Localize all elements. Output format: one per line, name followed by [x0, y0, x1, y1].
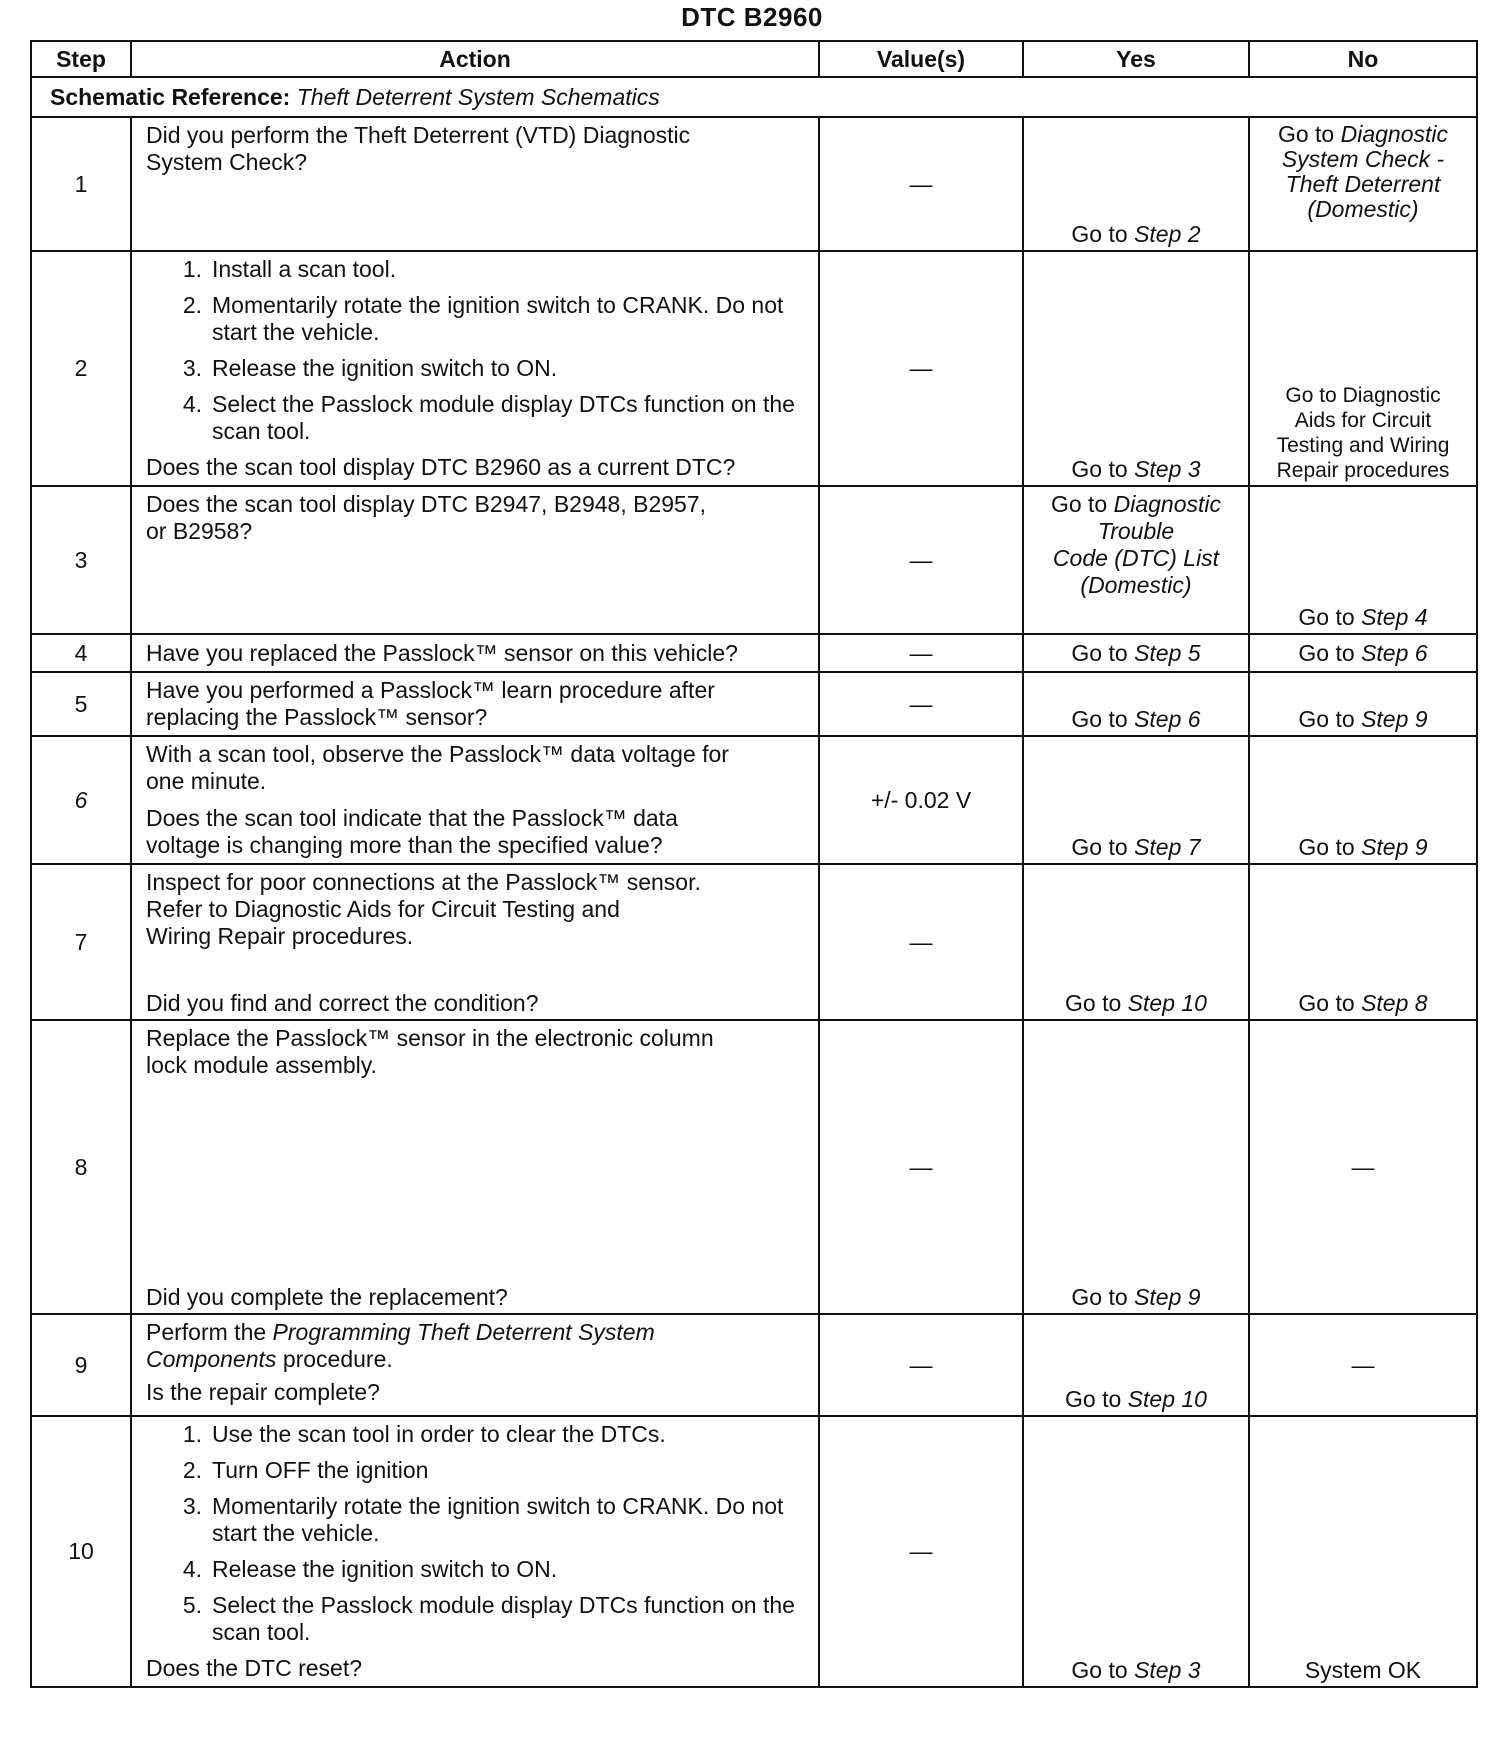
action-text: lock module assembly.	[146, 1052, 377, 1078]
yes-cell	[1023, 736, 1249, 864]
list-item: 2. Turn OFF the ignition	[182, 1457, 429, 1483]
no-cell	[1249, 736, 1477, 864]
header-step: Step	[31, 41, 131, 77]
action-text: Replace the Passlock™ sensor in the electronic column	[146, 1025, 714, 1051]
goto-label: Go to	[1071, 706, 1128, 732]
goto-link-text[interactable]: Code (DTC) List	[1052, 545, 1220, 571]
goto-step-link[interactable]: Step 5	[1134, 639, 1201, 666]
yes-cell	[1023, 1314, 1249, 1416]
no-cell	[1249, 1416, 1477, 1687]
schematic-label: Schematic Reference:	[50, 83, 291, 110]
action-text: one minute.	[146, 768, 267, 794]
goto-label: Go to	[1071, 1284, 1128, 1310]
question-text: Is the repair complete?	[146, 1379, 380, 1405]
no-cell	[1249, 634, 1477, 672]
goto-label: Go to	[1298, 706, 1355, 732]
action-cell	[131, 117, 819, 251]
no-cell: —	[1249, 1314, 1477, 1416]
goto-link-text[interactable]: Repair procedures	[1276, 459, 1450, 482]
goto-link[interactable]: Diagnostic	[1340, 121, 1449, 147]
goto-label: Go to	[1071, 834, 1128, 860]
goto-link-text[interactable]: (Domestic)	[1080, 572, 1192, 598]
table-row	[31, 251, 1477, 486]
goto-label: Go to	[1298, 639, 1355, 666]
list-item: 1. Use the scan tool in order to clear the DTCs.	[182, 1421, 666, 1447]
goto-label: Go to	[1071, 639, 1128, 666]
list-item: 2. Momentarily rotate the ignition switch to CRANK. Do not start the vehicle.	[182, 292, 784, 345]
value-cell: —	[819, 1416, 1023, 1687]
procedure-link[interactable]: Components	[146, 1346, 277, 1372]
goto-link-text[interactable]: Testing and Wiring	[1276, 434, 1450, 457]
header-no: No	[1249, 41, 1477, 77]
goto-link-text[interactable]: Theft Deterrent	[1285, 171, 1441, 197]
table-row	[31, 736, 1477, 864]
table-row	[31, 634, 1477, 672]
step-number: 4	[31, 634, 131, 672]
step-number: 10	[31, 1416, 131, 1687]
no-cell	[1249, 864, 1477, 1020]
schematic-link[interactable]: Theft Deterrent System Schematics	[296, 83, 660, 110]
step-number: 2	[31, 251, 131, 486]
goto-step-link[interactable]: Step 8	[1361, 990, 1428, 1016]
step-number: 5	[31, 672, 131, 736]
question-text: voltage is changing more than the specified value?	[146, 832, 663, 858]
goto-label: Go to	[1065, 990, 1122, 1016]
action-text: Have you performed a Passlock™ learn procedure after	[146, 677, 715, 703]
yes-cell	[1023, 486, 1249, 634]
value-cell: —	[819, 1020, 1023, 1314]
table-row	[31, 117, 1477, 251]
question-text: Does the scan tool display DTC B2960 as a current DTC?	[146, 454, 736, 480]
goto-label: Go to	[1071, 1657, 1128, 1683]
goto-label: Go to	[1071, 456, 1128, 482]
action-text: replacing the Passlock™ sensor?	[146, 704, 488, 730]
goto-label: Go to	[1277, 121, 1335, 147]
action-text: or B2958?	[146, 518, 253, 544]
action-list	[146, 1421, 806, 1646]
header-action: Action	[131, 41, 819, 77]
value-cell: —	[819, 251, 1023, 486]
list-item: 4. Select the Passlock module display DTCs function on the scan tool.	[182, 391, 795, 444]
goto-step-link[interactable]: Step 4	[1361, 604, 1428, 630]
question-text: Did you find and correct the condition?	[146, 990, 539, 1016]
action-text: Did you perform the Theft Deterrent (VTD) Diagnostic	[146, 122, 691, 148]
step-number: 3	[31, 486, 131, 634]
action-cell	[131, 672, 819, 736]
procedure-link[interactable]: Programming Theft Deterrent System	[272, 1319, 655, 1345]
table-row	[31, 1416, 1477, 1687]
goto-label: Go to	[1298, 604, 1355, 630]
value-cell: —	[819, 1314, 1023, 1416]
goto-step-link[interactable]: Step 10	[1127, 990, 1207, 1016]
list-item: 3. Release the ignition switch to ON.	[182, 355, 558, 381]
yes-cell	[1023, 634, 1249, 672]
no-cell	[1249, 251, 1477, 486]
question-text: Did you complete the replacement?	[146, 1284, 508, 1310]
goto-step-link[interactable]: Step 9	[1361, 834, 1428, 860]
goto-step-link[interactable]: Step 9	[1361, 706, 1428, 732]
goto-step-link[interactable]: Step 3	[1134, 1657, 1201, 1683]
table-row	[31, 1020, 1477, 1314]
step-number: 6	[31, 736, 131, 864]
list-item: 4. Release the ignition switch to ON.	[182, 1556, 558, 1582]
table-row	[31, 1314, 1477, 1416]
action-text: Refer to Diagnostic Aids for Circuit Testing and	[146, 896, 620, 922]
no-cell	[1249, 117, 1477, 251]
header-yes: Yes	[1023, 41, 1249, 77]
question-text: Does the scan tool indicate that the Passlock™ data	[146, 805, 678, 831]
goto-step-link[interactable]: Step 6	[1134, 706, 1201, 732]
no-result-text: System OK	[1304, 1657, 1422, 1683]
value-cell: —	[819, 117, 1023, 251]
action-cell: Have you replaced the Passlock™ sensor on this vehicle?	[131, 634, 819, 672]
goto-step-link[interactable]: Step 3	[1134, 456, 1201, 482]
step-number: 8	[31, 1020, 131, 1314]
schematic-reference	[31, 77, 1477, 117]
value-cell: —	[819, 672, 1023, 736]
table-row	[31, 486, 1477, 634]
table-row	[31, 672, 1477, 736]
header-row	[31, 41, 1477, 77]
goto-link-text[interactable]: Aids for Circuit	[1294, 409, 1432, 432]
value-cell: —	[819, 486, 1023, 634]
page-title: DTC B2960	[681, 2, 823, 32]
action-text: Inspect for poor connections at the Passlock™ sensor.	[146, 869, 701, 895]
goto-link[interactable]: Diagnostic	[1113, 491, 1222, 517]
value-cell: —	[819, 634, 1023, 672]
goto-step-link[interactable]: Step 9	[1134, 1284, 1201, 1310]
action-cell	[131, 1314, 819, 1416]
yes-cell	[1023, 672, 1249, 736]
yes-cell	[1023, 251, 1249, 486]
question-text: Does the DTC reset?	[146, 1655, 363, 1681]
action-text: System Check?	[146, 149, 308, 175]
goto-link-text[interactable]: System Check -	[1281, 146, 1445, 172]
step-number: 1	[31, 117, 131, 251]
goto-link-text[interactable]: (Domestic)	[1307, 196, 1419, 222]
goto-label: Go to	[1071, 221, 1128, 247]
step-number: 7	[31, 864, 131, 1020]
goto-step-link[interactable]: Step 7	[1134, 834, 1201, 860]
value-cell: —	[819, 864, 1023, 1020]
goto-link-text[interactable]: Trouble	[1097, 518, 1175, 544]
action-text: Does the scan tool display DTC B2947, B2948, B2957,	[146, 491, 707, 517]
goto-step-link[interactable]: Step 6	[1361, 639, 1428, 666]
table-row	[31, 864, 1477, 1020]
value-cell: +/- 0.02 V	[819, 736, 1023, 864]
action-cell	[131, 1020, 819, 1314]
list-item: 3. Momentarily rotate the ignition switch to CRANK. Do not start the vehicle.	[182, 1493, 784, 1546]
action-cell	[131, 251, 819, 486]
goto-step-link[interactable]: Step 2	[1134, 221, 1201, 247]
goto-label: Go to	[1298, 990, 1355, 1016]
header-values: Value(s)	[819, 41, 1023, 77]
schematic-row	[31, 77, 1477, 117]
goto-step-link[interactable]: Step 10	[1127, 1386, 1207, 1412]
action-text: Perform the	[146, 1319, 267, 1345]
goto-label: Go to	[1050, 491, 1108, 517]
action-text: procedure.	[282, 1346, 393, 1372]
action-cell	[131, 864, 819, 1020]
yes-cell	[1023, 117, 1249, 251]
goto-label: Go to	[1065, 1386, 1122, 1412]
yes-cell	[1023, 1020, 1249, 1314]
goto-label: Go to	[1298, 834, 1355, 860]
action-cell	[131, 736, 819, 864]
list-item: 1. Install a scan tool.	[182, 256, 397, 282]
action-cell	[131, 1416, 819, 1687]
action-list	[146, 256, 806, 445]
action-text: Wiring Repair procedures.	[146, 923, 414, 949]
no-cell	[1249, 672, 1477, 736]
no-cell	[1249, 486, 1477, 634]
action-text: With a scan tool, observe the Passlock™ data voltage for	[146, 741, 729, 767]
action-cell	[131, 486, 819, 634]
list-item: 5. Select the Passlock module display DTCs function on the scan tool.	[182, 1592, 795, 1645]
yes-cell	[1023, 864, 1249, 1020]
goto-link-text[interactable]: Go to Diagnostic	[1285, 384, 1441, 407]
dtc-table	[30, 40, 1478, 1688]
step-number: 9	[31, 1314, 131, 1416]
no-cell: —	[1249, 1020, 1477, 1314]
yes-cell	[1023, 1416, 1249, 1687]
